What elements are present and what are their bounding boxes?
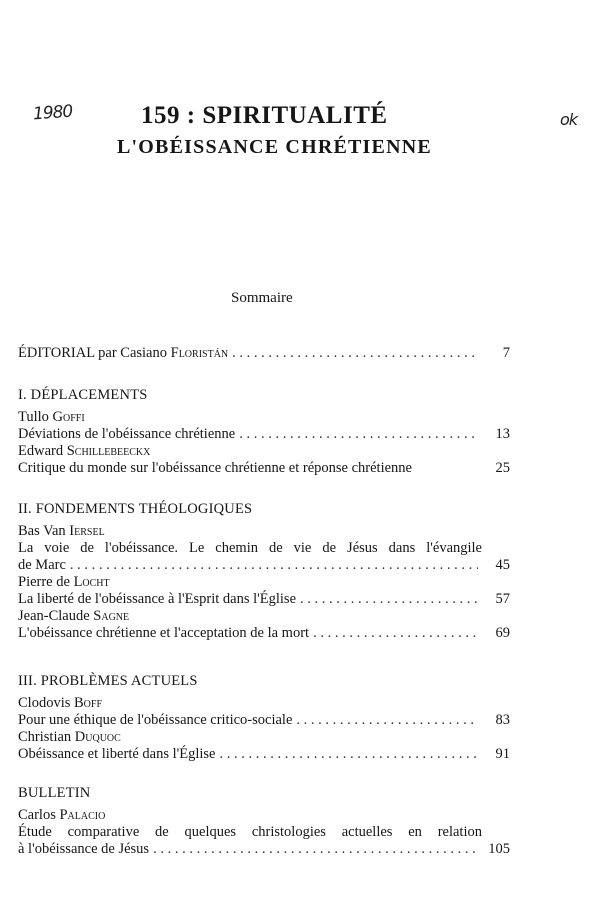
handwritten-ok-note: ok <box>560 110 578 129</box>
leader-dots <box>220 746 479 763</box>
entry-title: Obéissance et liberté dans l'Église <box>18 746 216 762</box>
entry-title: à l'obéissance de Jésus <box>18 841 150 857</box>
editorial-author: Floristán <box>170 345 229 361</box>
entry-title: Pour une éthique de l'obéissance critico-sociale <box>18 712 293 728</box>
section-title: I. DÉPLACEMENTS <box>18 387 148 403</box>
toc-entry <box>18 746 510 763</box>
section-title: II. FONDEMENTS THÉOLOGIQUES <box>18 501 253 517</box>
page-number: 7 <box>502 345 510 361</box>
page-number: 105 <box>488 841 510 857</box>
entry-title <box>18 345 228 362</box>
toc-entry <box>18 625 510 642</box>
section-title: BULLETIN <box>18 785 91 801</box>
page-number: 25 <box>495 460 510 476</box>
leader-dots <box>313 625 478 642</box>
entry-title: L'obéissance chrétienne et l'acceptation de la mort <box>18 625 310 641</box>
author-name: Edward Schillebeeckx <box>18 443 151 459</box>
toc-heading: Sommaire <box>231 290 293 306</box>
author-name: Bas Van Iersel <box>18 523 105 539</box>
page-number: 83 <box>495 712 510 728</box>
toc-entry <box>18 591 510 608</box>
entry-title-line: La voie de l'obéissance. Le chemin de vie de Jésus dans l'évangile <box>18 540 482 556</box>
toc-entry <box>18 712 510 729</box>
author-name: Christian Duquoc <box>18 729 121 745</box>
page-number: 69 <box>495 625 510 641</box>
entry-title: de Marc <box>18 557 66 573</box>
leader-dots <box>300 591 478 608</box>
entry-title: La liberté de l'obéissance à l'Esprit dans l'Église <box>18 591 297 607</box>
toc-entry-editorial <box>18 345 510 362</box>
page-number: 45 <box>495 557 510 573</box>
leader-dots <box>70 557 478 574</box>
toc-editorial <box>18 345 510 362</box>
leader-dots <box>232 345 478 362</box>
author-name: Pierre de Locht <box>18 574 110 590</box>
leader-dots <box>296 712 478 729</box>
author-name: Carlos Palacio <box>18 807 106 823</box>
toc-section-bulletin <box>18 777 510 858</box>
section-title: III. PROBLÈMES ACTUELS <box>18 673 198 689</box>
toc-section-1 <box>18 379 510 477</box>
issue-subtitle: L'OBÉISSANCE CHRÉTIENNE <box>117 136 432 158</box>
entry-title: Critique du monde sur l'obéissance chrétienne et réponse chrétienne <box>18 460 412 476</box>
leader-dots <box>239 426 478 443</box>
issue-title: 159 : SPIRITUALITÉ <box>141 102 388 129</box>
toc-entry <box>18 426 510 443</box>
author-name: Tullo Goffi <box>18 409 85 425</box>
author-name: Clodovis Boff <box>18 695 103 711</box>
page-number: 13 <box>495 426 510 442</box>
page-number: 57 <box>495 591 510 607</box>
author-name: Jean-Claude Sagne <box>18 608 130 624</box>
toc-entry <box>18 841 510 858</box>
toc-section-3 <box>18 665 510 763</box>
page-number: 91 <box>495 746 510 762</box>
editorial-label: ÉDITORIAL par Casiano <box>18 345 167 361</box>
toc-entry <box>18 460 510 477</box>
toc-section-2 <box>18 493 510 642</box>
entry-title: Déviations de l'obéissance chrétienne <box>18 426 236 442</box>
handwritten-year-note: 1980 <box>32 101 73 125</box>
entry-title-line: Étude comparative de quelques christologies actuelles en relation <box>18 824 482 840</box>
leader-dots <box>153 841 478 858</box>
toc-entry <box>18 557 510 574</box>
